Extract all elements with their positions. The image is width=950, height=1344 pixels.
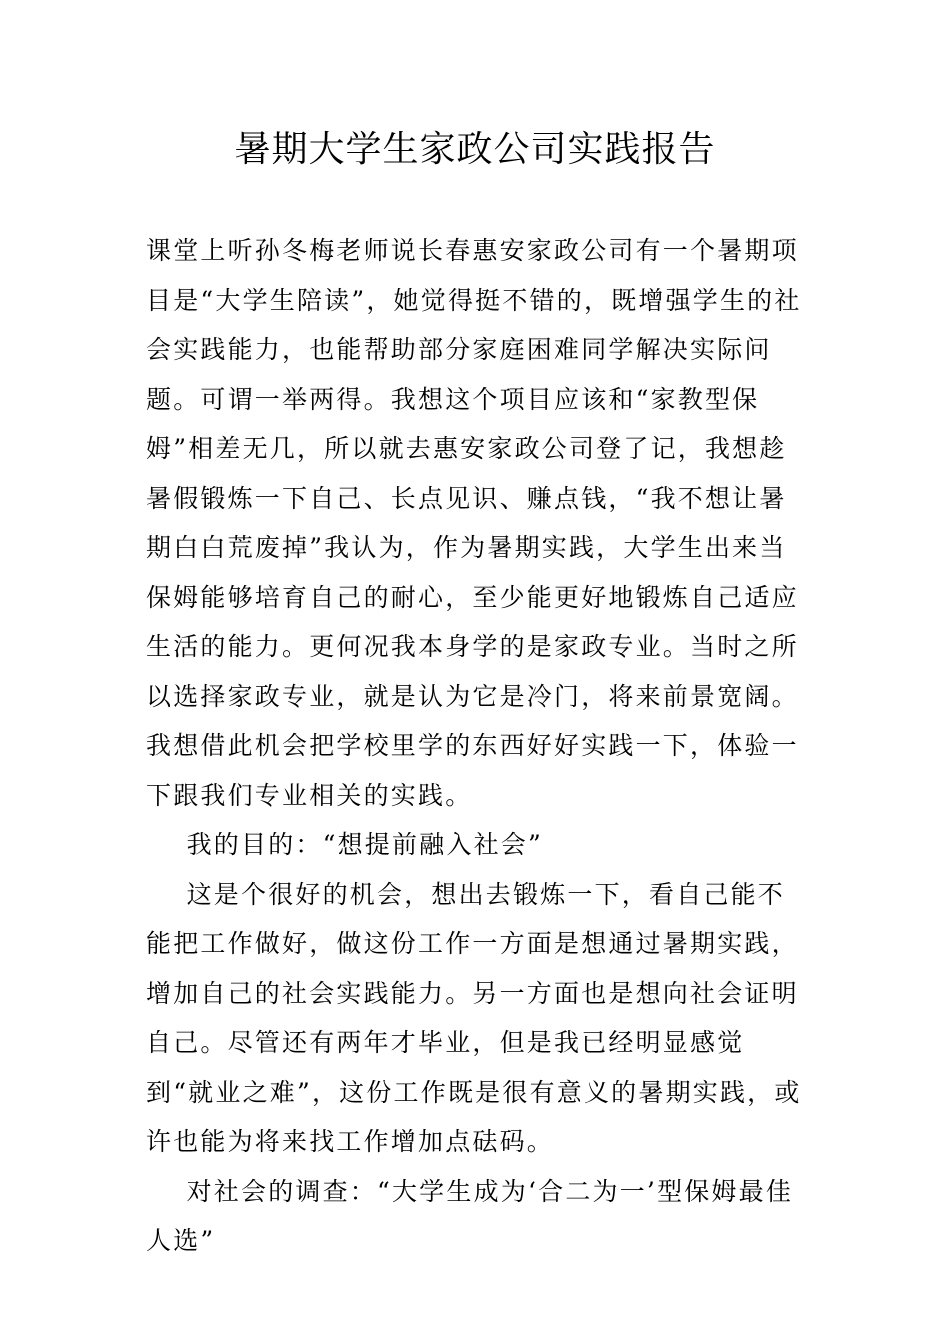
paragraph-intro: 课堂上听孙冬梅老师说长春惠安家政公司有一个暑期项目是“大学生陪读”，她觉得挺不错的，既增强学生的社会实践能力，也能帮助部分家庭困难同学解决实际问题。可谓一举两得。我想这个项目应该和“家教型保姆”相差无几，所以就去惠安家政公司登了记，我想趁暑假锻炼一下自己、长点见识、赚点钱，“我不想让暑期白白荒废掉”我认为，作为暑期实践，大学生出来当保姆能够培育自己的耐心，至少能更好地锻炼自己适应生活的能力。更何况我本身学的是家政专业。当时之所以选择家政专业，就是认为它是冷门，将来前景宽阔。我想借此机会把学校里学的东西好好实践一下，体验一下跟我们专业相关的实践。 [146, 236, 802, 810]
paragraph-purpose: 我的目的：“想提前融入社会” [146, 830, 543, 859]
document-title: 暑期大学生家政公司实践报告 [234, 129, 716, 170]
paragraph-opportunity: 这是个很好的机会，想出去锻炼一下，看自己能不能把工作做好，做这份工作一方面是想通过暑期实践，增加自己的社会实践能力。另一方面也是想向社会证明自己。尽管还有两年才毕业，但是我已经明显感觉到“就业之难”，这份工作既是很有意义的暑期实践，或许也能为将来找工作增加点砝码。 [146, 879, 802, 1156]
paragraph-survey: 对社会的调查：“大学生成为‘合二为一’型保姆最佳人选” [146, 1176, 794, 1255]
document-body [146, 226, 806, 1266]
